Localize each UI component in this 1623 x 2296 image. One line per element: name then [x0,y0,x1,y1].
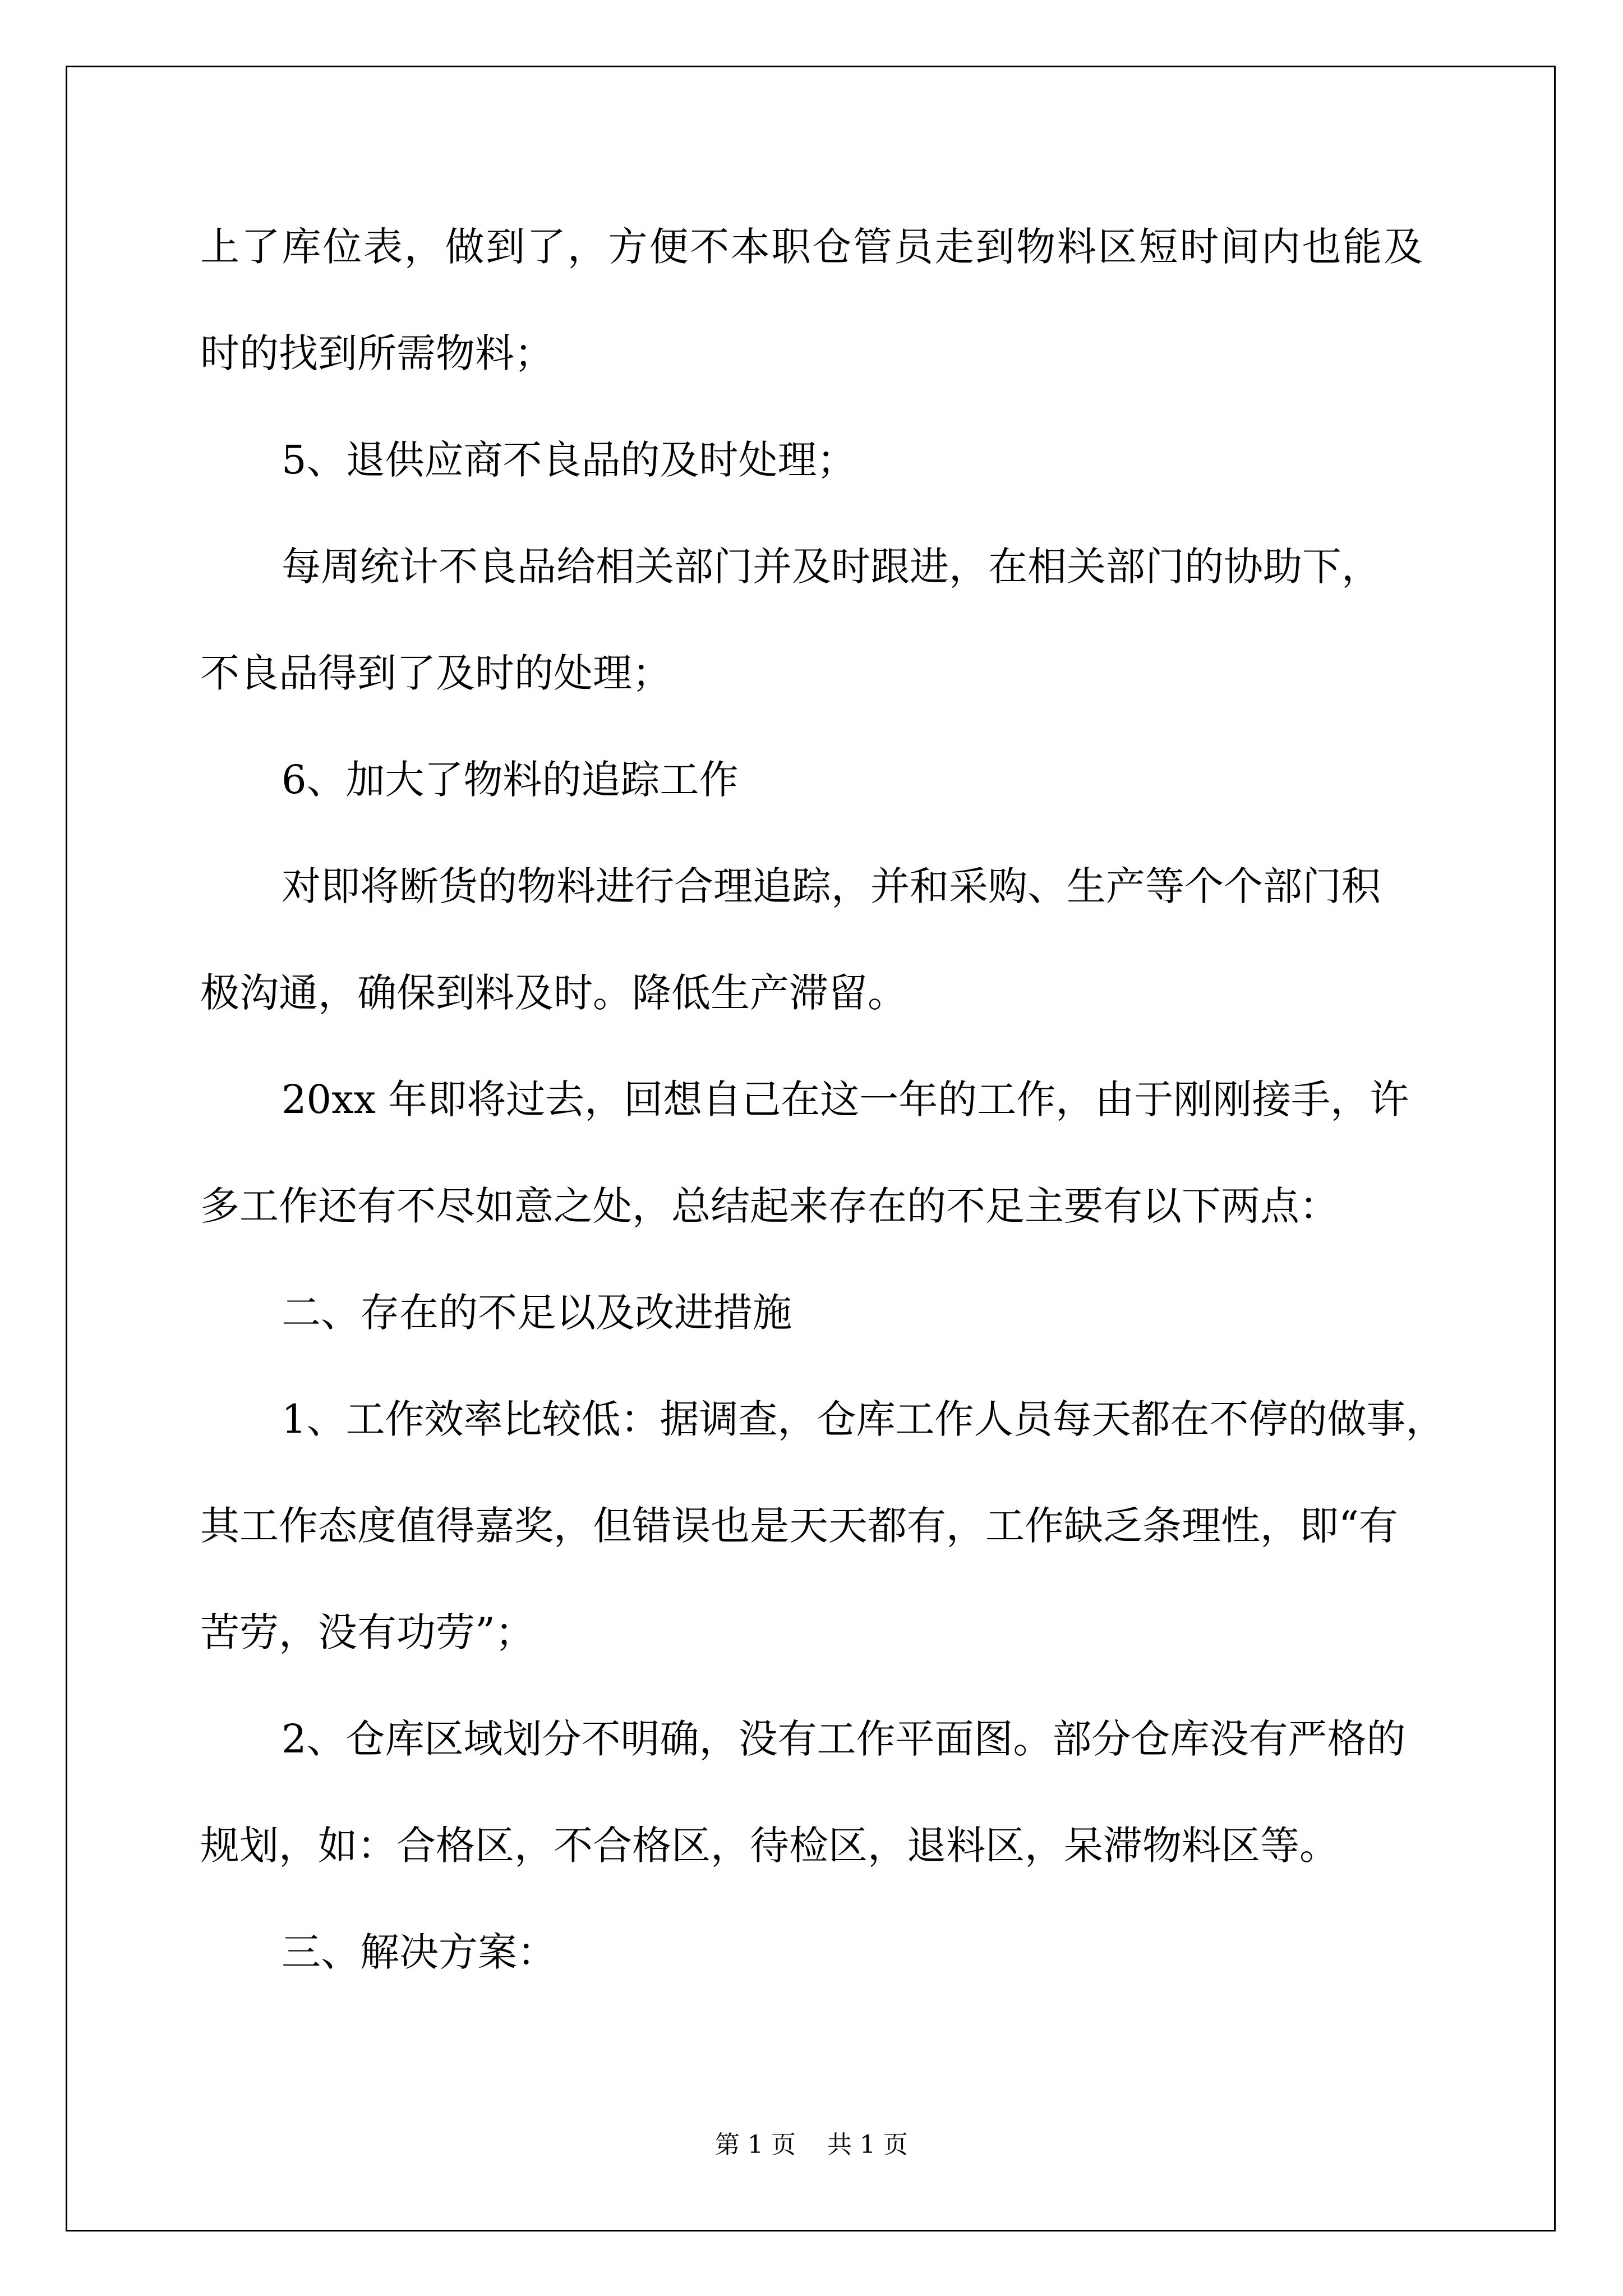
section-heading: 二、存在的不足以及改进措施 [282,1290,792,1336]
text-line: 时的找到所需物料； [200,330,554,376]
text-line: 不良品得到了及时的处理； [200,650,671,696]
text-line: 1、工作效率比较低：据调查，仓库工作人员每天都在不停的做事， [282,1396,1445,1442]
section-heading: 5、退供应商不良品的及时处理； [282,437,856,483]
section-heading: 三、解决方案： [282,1929,556,1975]
text-line: 对即将断货的物料进行合理追踪，并和采购、生产等个个部门积 [282,863,1381,909]
text-line: 每周统计不良品给相关部门并及时跟进，在相关部门的协助下， [282,544,1381,590]
page-number: 第 1 页 [715,2131,796,2159]
text-line: 规划，如：合格区，不合格区，待检区，退料区，呆滞物料区等。 [200,1823,1339,1869]
text-line: 多工作还有不尽如意之处，总结起来存在的不足主要有以下两点： [200,1183,1339,1229]
text-line: 苦劳，没有功劳”； [200,1609,534,1655]
text-line: 20xx 年即将过去，回想自己在这一年的工作，由于刚刚接手，许 [282,1076,1409,1122]
section-heading: 6、加大了物料的追踪工作 [282,757,739,803]
text-line: 其工作态度值得嘉奖，但错误也是天天都有，工作缺乏条理性，即“有 [200,1503,1398,1549]
text-line: 极沟通，确保到料及时。降低生产滞留。 [200,970,907,1016]
text-line: 上了库位表，做到了，方便不本职仓管员走到物料区短时间内也能及 [200,224,1423,270]
page-total: 共 1 页 [827,2131,908,2159]
page-footer [0,2124,1623,2160]
text-line: 2、仓库区域划分不明确，没有工作平面图。部分仓库没有严格的 [282,1716,1406,1762]
page-border [66,66,1556,2231]
